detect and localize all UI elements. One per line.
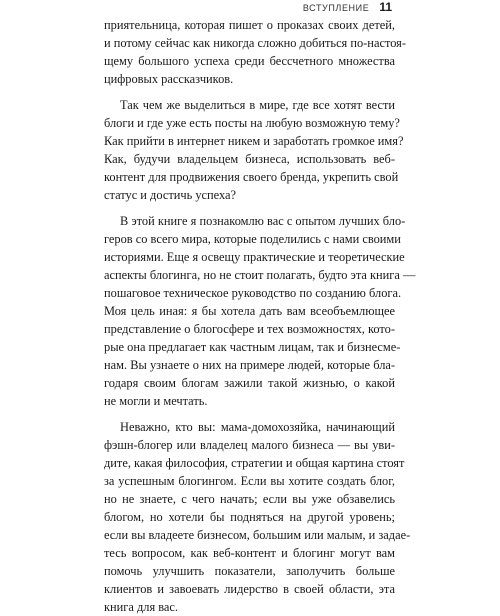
- text-line: дите, какая философия, стратегии и общая картина стоят: [104, 456, 405, 470]
- page-number: 11: [379, 0, 392, 14]
- section-title: ВСТУПЛЕНИЕ: [302, 3, 370, 13]
- text-line: нам. Вы узнаете о них на примере людей, которые бла-: [104, 358, 395, 372]
- text-line: годаря своим блогам зажили такой жизнью, о какой: [104, 376, 395, 390]
- text-line: пошаговое техническое руководство по созданию блога.: [104, 286, 402, 300]
- text-line: блоги и где уже есть посты на любую возможную тему?: [104, 116, 400, 130]
- text-line: Как прийти в интернет никем и заработать громкое имя?: [104, 134, 404, 148]
- text-line: аспекты блогинга, но не стоит полагать, будто эта книга —: [104, 268, 416, 282]
- text-line: статус и достичь успеха?: [104, 188, 237, 202]
- text-line: блогом, но хотели бы подняться на другой уровень;: [104, 510, 395, 524]
- text-line: за успешным блогингом. Если вы хотите создать блог,: [104, 474, 395, 488]
- text-line: цифровых рассказчиков.: [104, 72, 234, 86]
- text-line: щему большого успеха среди бессчетного множества: [104, 54, 395, 68]
- text-line: контент для продвижения своего бренда, укрепить свой: [104, 170, 399, 184]
- text-line: но не знаете, с чего начать; если вы уже обзавелись: [104, 492, 395, 506]
- text-line: Неважно, кто вы: мама-домохозяйка, начинающий: [120, 420, 395, 434]
- text-line: и потому сейчас как никогда сложно добиться по-настоя-: [104, 36, 406, 50]
- running-head: [303, 0, 392, 12]
- text-line: Так чем же выделиться в мире, где все хотят вести: [120, 98, 395, 112]
- text-line: геров со всего мира, которые поделились с нами своими: [104, 232, 401, 246]
- text-line: фэшн-блогер или владелец малого бизнеса — вы уви-: [104, 438, 395, 452]
- text-line: клиентов и завоевать лидерство в своей области, эта: [104, 582, 395, 596]
- text-line: В этой книге я познакомлю вас с опытом лучших бло-: [120, 214, 406, 228]
- text-line: приятельница, которая пишет о проказах своих детей,: [104, 18, 395, 32]
- paragraph: [104, 96, 404, 204]
- text-line: историями. Еще я освещу практические и теоретические: [104, 250, 405, 264]
- text-line: Моя цель иная: я бы хотела дать вам всеобъемлющее: [104, 304, 395, 318]
- text-line: книга для вас.: [104, 600, 179, 614]
- text-line: помочь улучшить показатели, заполучить больше: [104, 564, 395, 578]
- text-line: тесь вопросом, как веб-контент и блогинг могут вам: [104, 546, 395, 560]
- paragraph: [104, 16, 406, 88]
- body-text: [104, 16, 416, 616]
- text-line: представление о блогосфере и тех возможностях, кото-: [104, 322, 395, 336]
- paragraph: [104, 418, 411, 616]
- text-line: если вы владеете бизнесом, большим или малым, и задае-: [104, 528, 411, 542]
- paragraph: [104, 212, 416, 410]
- text-line: не могли и мечтать.: [104, 394, 208, 408]
- text-line: рые она предлагает как частным лицам, так и бизнесме-: [104, 340, 401, 354]
- text-line: Как, будучи владельцем бизнеса, использовать веб-: [104, 152, 395, 166]
